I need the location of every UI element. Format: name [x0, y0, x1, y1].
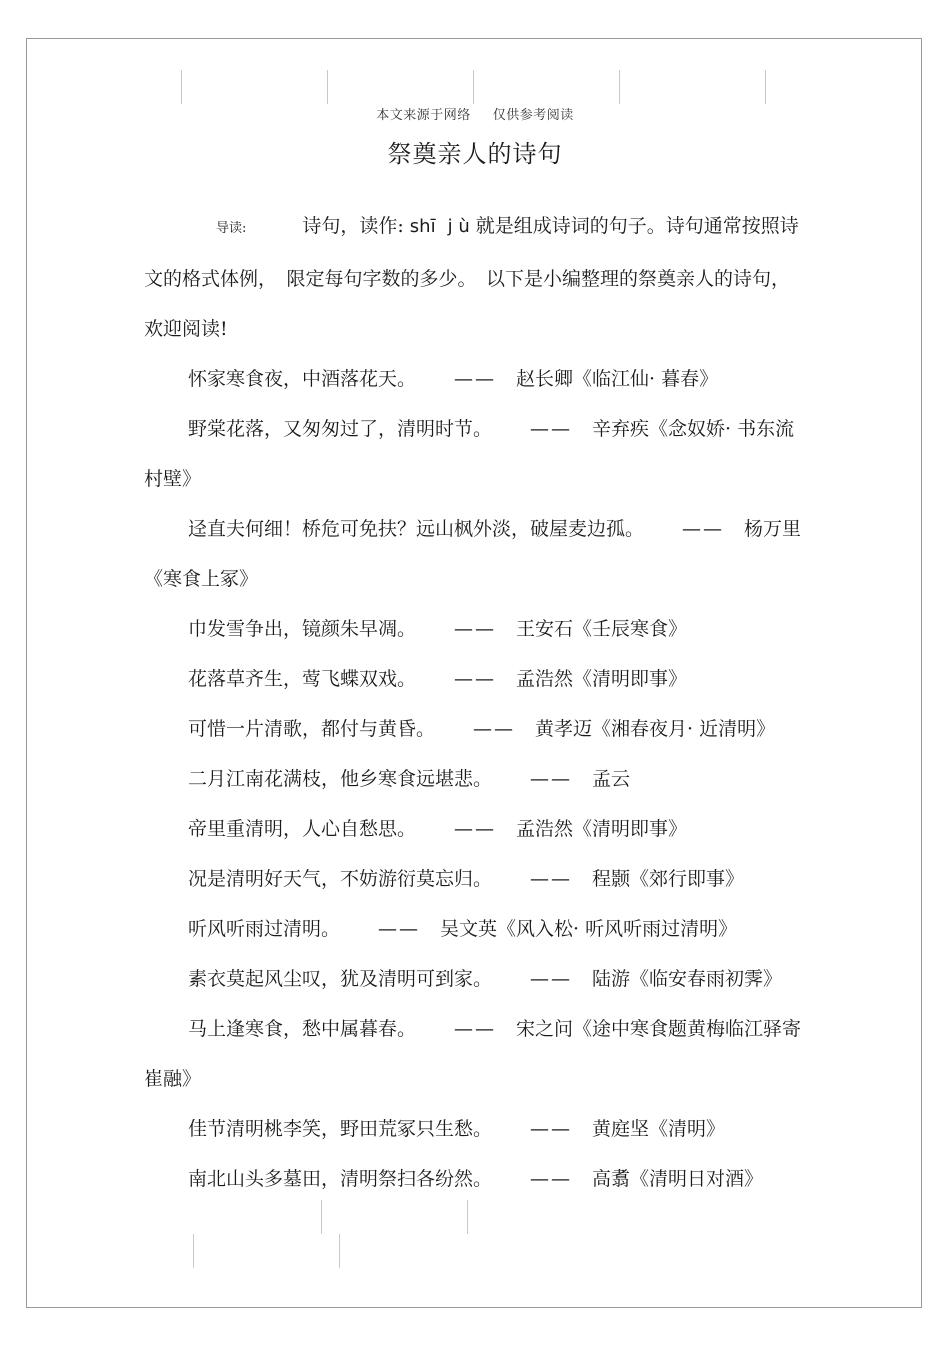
poem-source: 程颢《郊行即事》: [592, 868, 745, 890]
poem-source: 宋之问《途中寒食题黄梅临江驿寄崔融》: [144, 1018, 802, 1090]
page-title: 祭奠亲人的诗句: [387, 140, 563, 168]
poem-item: [144, 704, 804, 754]
header-tick: [765, 70, 766, 104]
intro-pinyin-2: j ù: [447, 216, 470, 237]
poem-line: 花落草齐生，莺飞蝶双戏。: [188, 668, 417, 690]
poem-line: 野棠花落，又匆匆过了，清明时节。: [188, 418, 493, 440]
poem-source: 赵长卿《临江仙· 暮春》: [516, 368, 719, 390]
poem-dash: ——: [454, 818, 497, 840]
poem-dash: ——: [530, 768, 573, 790]
poem-item: [144, 654, 804, 704]
poem-line: 马上逢寒食，愁中属暮春。: [188, 1018, 417, 1040]
poem-source: 陆游《临安春雨初霁》: [592, 968, 783, 990]
poem-source: 辛弃疾《念奴娇· 书东流村壁》: [144, 418, 795, 490]
footer-tick: [193, 1234, 194, 1268]
poem-line: 帝里重清明，人心自愁思。: [188, 818, 417, 840]
poem-line: 佳节清明桃李笑，野田荒冢只生愁。: [188, 1118, 493, 1140]
poem-line: 巾发雪争出，镜颜朱早凋。: [188, 618, 417, 640]
poem-item: [144, 804, 804, 854]
poem-item: [144, 1004, 804, 1104]
footer-tick: [467, 1200, 468, 1234]
poem-line: 素衣莫起风尘叹，犹及清明可到家。: [188, 968, 493, 990]
poem-item: [144, 1104, 804, 1154]
poem-list: [144, 354, 804, 1204]
poem-dash: ——: [530, 968, 573, 990]
header-tick: [327, 70, 328, 104]
poem-source: 孟浩然《清明即事》: [516, 818, 688, 840]
poem-source: 杨万里《寒食上冢》: [144, 518, 802, 590]
intro-lead-label: 导读:: [216, 221, 247, 236]
poem-line: 听风听雨过清明。: [188, 918, 341, 940]
poem-item: [144, 954, 804, 1004]
poem-source: 孟浩然《清明即事》: [516, 668, 688, 690]
document-body: [144, 201, 804, 1204]
poem-line: 况是清明好天气，不妨游衍莫忘归。: [188, 868, 493, 890]
poem-source: 黄庭坚《清明》: [592, 1118, 726, 1140]
poem-dash: ——: [454, 618, 497, 640]
header-left: 本文来源于网络: [376, 108, 471, 123]
source-header: [0, 104, 950, 123]
footer-tick: [339, 1234, 340, 1268]
poem-dash: ——: [454, 668, 497, 690]
poem-dash: ——: [530, 1168, 573, 1190]
poem-item: [144, 504, 804, 604]
poem-item: [144, 904, 804, 954]
poem-line: 二月江南花满枝，他乡寒食远堪悲。: [188, 768, 493, 790]
poem-item: [144, 354, 804, 404]
poem-source: 黄孝迈《湘春夜月· 近清明》: [535, 718, 776, 740]
poem-dash: ——: [530, 1118, 573, 1140]
poem-item: [144, 1154, 804, 1204]
poem-dash: ——: [530, 418, 573, 440]
poem-source: 吴文英《风入松· 听风听雨过清明》: [440, 918, 738, 940]
poem-line: 怀家寒食夜，中酒落花天。: [188, 368, 417, 390]
header-tick: [473, 70, 474, 104]
intro-paragraph: [144, 201, 804, 354]
poem-item: [144, 854, 804, 904]
footer-tick: [321, 1200, 322, 1234]
poem-source: 王安石《壬辰寒食》: [516, 618, 688, 640]
poem-item: [144, 754, 804, 804]
intro-text-before: 诗句，读作:: [302, 215, 404, 237]
poem-line: 可惜一片清歌，都付与黄昏。: [188, 718, 436, 740]
poem-source: 高翥《清明日对酒》: [592, 1168, 764, 1190]
poem-item: [144, 404, 804, 504]
intro-text-after: 就是组成诗词的句子。诗句通常按照诗文的格式体例， 限定每句字数的多少。 以下是小编整理的祭奠亲人的诗句，欢迎阅读!: [144, 215, 799, 340]
header-tick: [181, 70, 182, 104]
poem-item: [144, 604, 804, 654]
poem-dash: ——: [473, 718, 516, 740]
intro-pinyin-1: shī: [409, 216, 436, 237]
poem-dash: ——: [378, 918, 421, 940]
poem-line: 迳直夫何细！桥危可免扶？远山枫外淡，破屋麦边孤。: [188, 518, 645, 540]
poem-dash: ——: [454, 1018, 497, 1040]
poem-dash: ——: [682, 518, 725, 540]
poem-line: 南北山头多墓田，清明祭扫各纷然。: [188, 1168, 493, 1190]
poem-source: 孟云: [592, 768, 631, 790]
header-right: 仅供参考阅读: [492, 108, 574, 123]
header-tick: [619, 70, 620, 104]
poem-dash: ——: [454, 368, 497, 390]
poem-dash: ——: [530, 868, 573, 890]
